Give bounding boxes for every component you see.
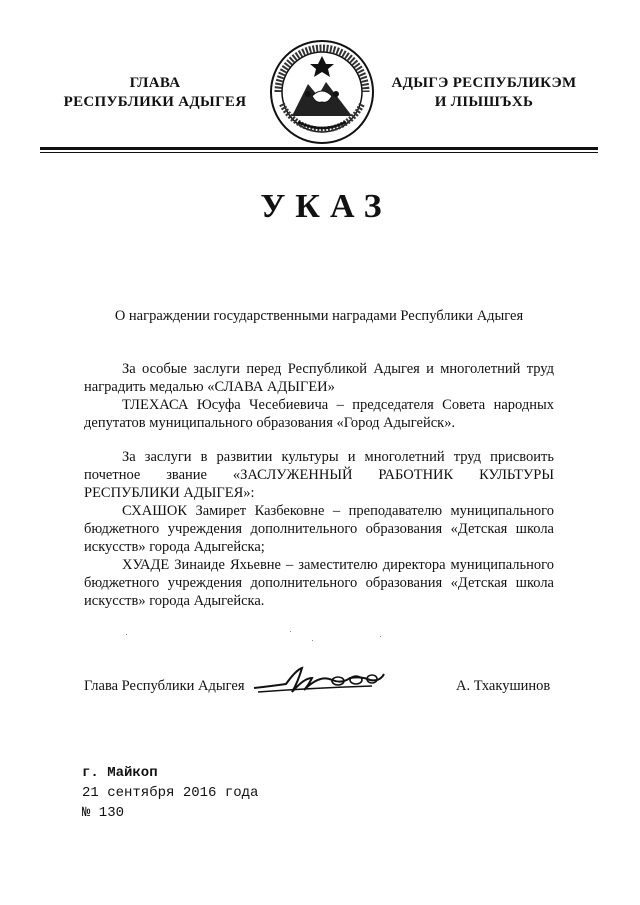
- paragraph-medal-recipient: ТЛЕХАСА Юсуфа Чесебиевича – председателя Совета народных депутатов муниципального образования «Город Адыгейск».: [84, 397, 554, 431]
- scan-speck: [290, 631, 291, 632]
- scan-speck: [380, 636, 381, 637]
- paragraph-title-recipient-1: СХАШОК Замирет Казбековне – преподавателю муниципального бюджетного учреждения дополнительного образования «Детская школа искусств» города Адыгейска;: [84, 503, 554, 555]
- paragraph-title-recipient-2: ХУАДЕ Зинаиде Яхьевне – заместителю директора муниципального бюджетного учреждения дополнительного образования «Детская школа искусств» города Адыгейска.: [84, 557, 554, 609]
- scan-speck: [126, 634, 127, 635]
- scan-speck: [312, 640, 313, 641]
- document-number: № 130: [82, 805, 125, 821]
- header-right-line2: И ЛІЫШЪХЬ: [434, 94, 534, 110]
- signatory-name: А. Тхакушинов: [456, 678, 551, 694]
- header-left: [40, 74, 270, 112]
- paragraph-medal-intro: За особые заслуги перед Республикой Адыгея и многолетний труд наградить медалью «СЛАВА АДЫГЕИ»: [84, 361, 554, 395]
- handwritten-signature-icon: [252, 664, 392, 698]
- paragraph-title-intro: За заслуги в развитии культуры и многолетний труд присвоить почетное звание «ЗАСЛУЖЕННЫЙ РАБОТНИК КУЛЬТУРЫ РЕСПУБЛИКИ АДЫГЕЯ»:: [84, 449, 554, 501]
- paragraph-title: [84, 448, 554, 610]
- document-date: 21 сентября 2016 года: [82, 785, 259, 801]
- header-left-line2: РЕСПУБЛИКИ АДЫГЕЯ: [63, 94, 247, 110]
- coat-of-arms-icon: [268, 38, 376, 146]
- header-rule-thin: [40, 152, 598, 153]
- paragraph-medal: [84, 360, 554, 432]
- document-title: УКАЗ: [260, 188, 392, 225]
- signature-label: Глава Республики Адыгея: [84, 678, 245, 694]
- place-of-signing: г. Майкоп: [82, 765, 158, 781]
- document-subject: О награждении государственными наградами Республики Адыгея: [114, 308, 524, 324]
- header-right-line1: АДЫГЭ РЕСПУБЛИКЭМ: [391, 75, 577, 91]
- header-rule-thick: [40, 147, 598, 150]
- header-right: [384, 74, 584, 112]
- header-left-line1: ГЛАВА: [129, 75, 181, 91]
